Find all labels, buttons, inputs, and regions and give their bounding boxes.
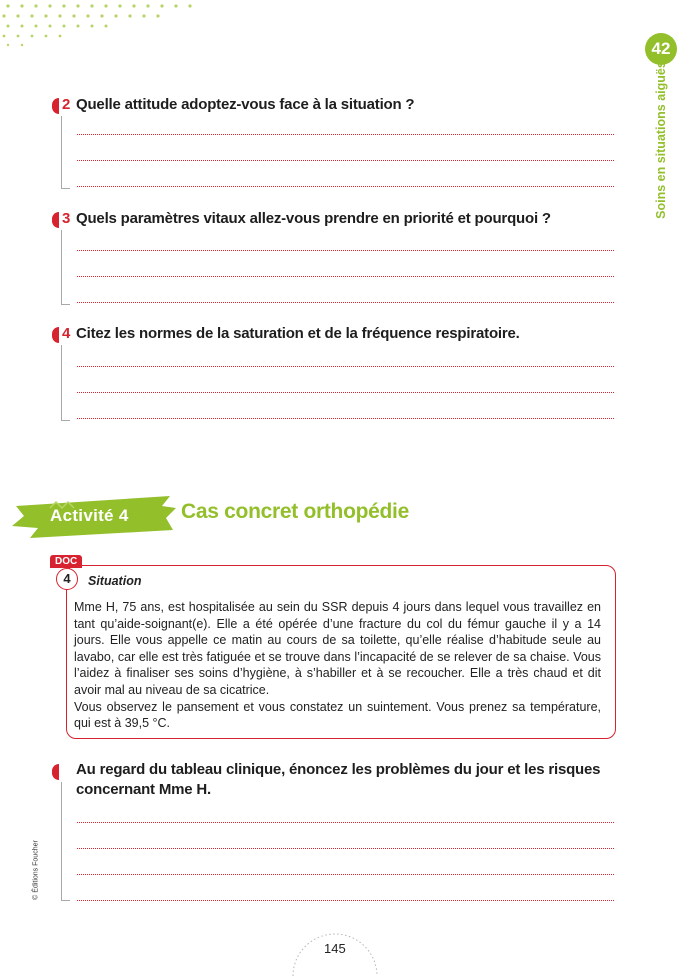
answer-line[interactable]: [77, 900, 614, 901]
question-text: Quels paramètres vitaux allez-vous prendre en priorité et pourquoi ?: [76, 210, 551, 227]
copyright-notice: © Éditions Foucher: [32, 840, 40, 900]
question-2: [52, 96, 622, 196]
question-text: Citez les normes de la saturation et de la fréquence respiratoire.: [76, 325, 520, 342]
chapter-title: Soins en situations aiguës: [654, 61, 668, 219]
doc-body: [74, 599, 601, 732]
activity-label: Activité 4: [50, 506, 129, 525]
question-number: 3: [62, 210, 71, 227]
question-marker-icon: [52, 98, 59, 114]
doc-heading: Situation: [88, 574, 142, 588]
doc-paragraph: Vous observez le pansement et vous constatez un suintement. Vous prenez sa température, qui est à 39,5 °C.: [74, 699, 601, 731]
question-3: [52, 210, 622, 310]
page-number: 145: [324, 941, 346, 956]
question-text: Au regard du tableau clinique, énoncez les problèmes du jour et les risques concernant Mme H.: [76, 761, 601, 798]
answer-line[interactable]: [77, 874, 614, 875]
answer-line[interactable]: [77, 366, 614, 367]
answer-line[interactable]: [77, 276, 614, 277]
answer-bracket: [61, 782, 70, 901]
answer-line[interactable]: [77, 418, 614, 419]
question-text: Quelle attitude adoptez-vous face à la situation ?: [76, 96, 415, 113]
chapter-number-badge: 42: [645, 33, 677, 65]
answer-bracket: [61, 230, 70, 305]
answer-line[interactable]: [77, 160, 614, 161]
answer-line[interactable]: [77, 848, 614, 849]
doc-tag: DOC: [50, 555, 82, 568]
question-marker-icon: [52, 764, 59, 780]
decorative-dot-pattern: [0, 0, 210, 48]
doc-number: 4: [56, 568, 78, 590]
answer-bracket: [61, 116, 70, 189]
activity-title: Cas concret orthopédie: [181, 500, 409, 523]
answer-line[interactable]: [77, 392, 614, 393]
answer-line[interactable]: [77, 186, 614, 187]
doc-paragraph: Mme H, 75 ans, est hospitalisée au sein du SSR depuis 4 jours dans lequel vous travaillez en tant qu’aide-soignant(e). Elle a été opérée d’une fracture du col du fémur gauche il y a 14 jours. Elle vous appelle ce matin au cours de sa toilette, qu’elle réalise d’habitude seule au lavabo, car elle est très fatiguée et se trouve dans l’incapacité de se relever de sa chaise. Vous l’aidez à finaliser ses soins d’hygiène, à s’habiller et à se recoucher. Elle a très chaud et dit avoir mal au niveau de sa cicatrice.: [74, 600, 601, 697]
answer-line[interactable]: [77, 134, 614, 135]
question-4: [52, 325, 622, 425]
question-number: 2: [62, 96, 71, 113]
answer-line[interactable]: [77, 822, 614, 823]
answer-line[interactable]: [77, 302, 614, 303]
final-question: [52, 760, 622, 910]
answer-bracket: [61, 345, 70, 421]
question-number: 4: [62, 325, 71, 342]
answer-line[interactable]: [77, 250, 614, 251]
question-marker-icon: [52, 212, 59, 228]
question-marker-icon: [52, 327, 59, 343]
